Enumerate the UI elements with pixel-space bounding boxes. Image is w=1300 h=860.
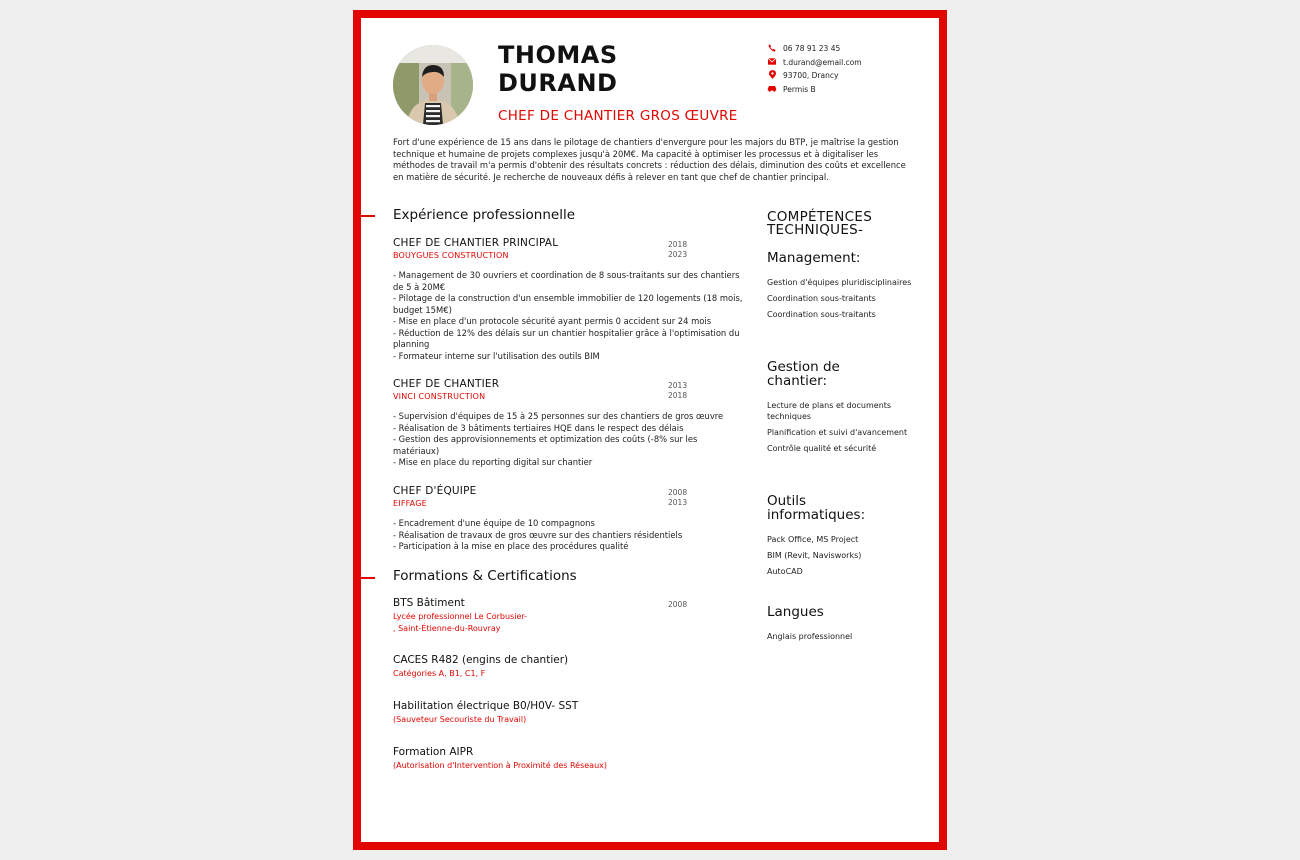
job-role: CHEF DE CHANTIER [393, 378, 500, 390]
job-years [668, 240, 687, 260]
education-school [393, 611, 743, 634]
skills-heading [767, 211, 872, 237]
year-end: 2018 [668, 391, 688, 400]
list-item: - Réalisation de travaux de gros œuvre sur des chantiers résidentiels [393, 529, 683, 540]
education-entry [393, 746, 743, 772]
year-end: 2013 [668, 498, 688, 507]
list-item: - Mise en place du reporting digital sur chantier [393, 457, 593, 467]
skills-heading-line: COMPÉTENCES [767, 209, 873, 225]
first-name: THOMAS [498, 41, 618, 69]
skill-group-title: Management: [767, 250, 861, 266]
school-line: , Saint-Étienne-du-Rouvray [393, 623, 501, 633]
skill-item: Pack Office, MS Project [767, 535, 859, 544]
education-title: Habilitation électrique B0/H0V- SST [393, 700, 579, 712]
job-company: BOUYGUES CONSTRUCTION [393, 251, 509, 260]
resume-page [353, 10, 947, 850]
skill-group-languages [767, 605, 917, 642]
job-years [668, 381, 687, 401]
person-photo-icon [393, 45, 473, 125]
contact-location [767, 69, 862, 83]
list-item: - Réduction de 12% des délais sur un chantier hospitalier grâce à l'optimisation du planning [393, 327, 740, 349]
year-start: 2008 [668, 488, 688, 497]
list-item: - Supervision d'équipes de 15 à 25 personnes sur des chantiers de gros œuvre [393, 411, 724, 421]
school-line: Lycée professionnel Le Corbusier- [393, 612, 528, 621]
skill-item: Contrôle qualité et sécurité [767, 444, 877, 453]
experience-heading: Expérience professionnelle [393, 207, 576, 223]
skill-item: BIM (Revit, Navisworks) [767, 551, 862, 560]
list-item: - Pilotage de la construction d'un ensemble immobilier de 120 logements (18 mois, budget 15M€) [393, 293, 743, 315]
education-detail: (Sauveteur Secouriste du Travail) [393, 715, 527, 724]
education-entry [393, 700, 743, 726]
education-entry [393, 597, 743, 634]
list-item: - Mise en place d'un protocole sécurité ayant permis 0 accident sur 24 mois [393, 316, 712, 326]
education-entry [393, 654, 743, 680]
education-detail: (Autorisation d'Intervention à Proximité des Réseaux) [393, 761, 608, 770]
job-entry [393, 485, 743, 553]
skills-heading-line: TECHNIQUES- [767, 222, 864, 238]
candidate-name [498, 41, 618, 97]
profile-photo [393, 45, 473, 125]
education-heading: Formations & Certifications [393, 568, 577, 584]
section-marker [361, 577, 375, 579]
list-item: - Gestion des approvisionnements et optimization des coûts (-8% sur les matériaux) [393, 434, 698, 456]
skill-group-management [767, 251, 917, 320]
phone-icon [767, 44, 777, 54]
list-item: - Réalisation de 3 bâtiments tertiaires HQE dans le respect des délais [393, 422, 684, 433]
education-year: 2008 [668, 600, 688, 609]
job-years [668, 488, 687, 508]
year-end: 2023 [668, 250, 688, 259]
year-start: 2013 [668, 381, 688, 390]
section-marker [361, 215, 375, 217]
job-role: CHEF DE CHANTIER PRINCIPAL [393, 237, 559, 249]
car-icon [767, 85, 777, 94]
skill-item: AutoCAD [767, 567, 803, 576]
contact-info [767, 42, 862, 96]
skill-group-title: Gestion de [767, 359, 840, 375]
education-title: Formation AIPR [393, 746, 474, 758]
skill-item: Lecture de plans et documents techniques [767, 401, 892, 421]
list-item: - Management de 30 ouvriers et coordination de 8 sous-traitants sur des chantiers de 5 à 20M€ [393, 270, 740, 292]
education-title: CACES R482 (engins de chantier) [393, 654, 569, 666]
license-text: Permis B [783, 84, 816, 94]
profile-summary: Fort d'une expérience de 15 ans dans le pilotage de chantiers d'envergure pour les majors du BTP, je maîtrise la gestion technique et humaine de projets complexes jusqu'à 20M€. Ma capacité à optimiser les processus et à digitaliser les méthodes de travail m'a permis d'obtenir des résultats concrets : réduction des délais, diminution des coûts et excellence en matière de sécurité. Je recherche de nouveaux défis à relever en tant que chef de chantier principal. [393, 137, 906, 182]
skill-item: Anglais professionnel [767, 632, 853, 641]
contact-license [767, 83, 862, 97]
job-bullets [393, 270, 743, 362]
contact-phone [767, 42, 862, 56]
skill-item: Coordination sous-traitants [767, 294, 876, 303]
skill-group-title: Langues [767, 604, 824, 620]
job-entry [393, 378, 743, 469]
skill-item: Gestion d'équipes pluridisciplinaires [767, 278, 912, 287]
skill-group-software [767, 494, 917, 577]
year-start: 2018 [668, 240, 688, 249]
job-company: EIFFAGE [393, 499, 427, 508]
job-bullets [393, 411, 743, 469]
mail-icon [767, 58, 777, 67]
education-detail: Catégories A, B1, C1, F [393, 669, 486, 678]
phone-text: 06 78 91 23 45 [783, 44, 841, 54]
skill-group-title: chantier: [767, 373, 828, 389]
contact-email [767, 56, 862, 70]
skill-group-site-management [767, 360, 917, 454]
list-item: - Participation à la mise en place des procédures qualité [393, 541, 629, 551]
job-title: CHEF DE CHANTIER GROS ŒUVRE [498, 108, 738, 124]
skill-group-title: Outils [767, 493, 807, 509]
skill-item: Coordination sous-traitants [767, 310, 876, 319]
education-title: BTS Bâtiment [393, 597, 465, 609]
job-bullets [393, 518, 743, 553]
list-item: - Encadrement d'une équipe de 10 compagnons [393, 518, 595, 528]
skill-item: Planification et suivi d'avancement [767, 428, 908, 437]
skill-group-title: informatiques: [767, 507, 866, 523]
job-company: VINCI CONSTRUCTION [393, 392, 486, 401]
location-pin-icon [767, 70, 777, 81]
last-name: DURAND [498, 69, 618, 97]
job-entry [393, 237, 743, 362]
email-text: t.durand@email.com [783, 57, 862, 67]
list-item: - Formateur interne sur l'utilisation des outils BIM [393, 350, 600, 361]
job-role: CHEF D'ÉQUIPE [393, 485, 477, 497]
location-text: 93700, Drancy [783, 71, 839, 81]
